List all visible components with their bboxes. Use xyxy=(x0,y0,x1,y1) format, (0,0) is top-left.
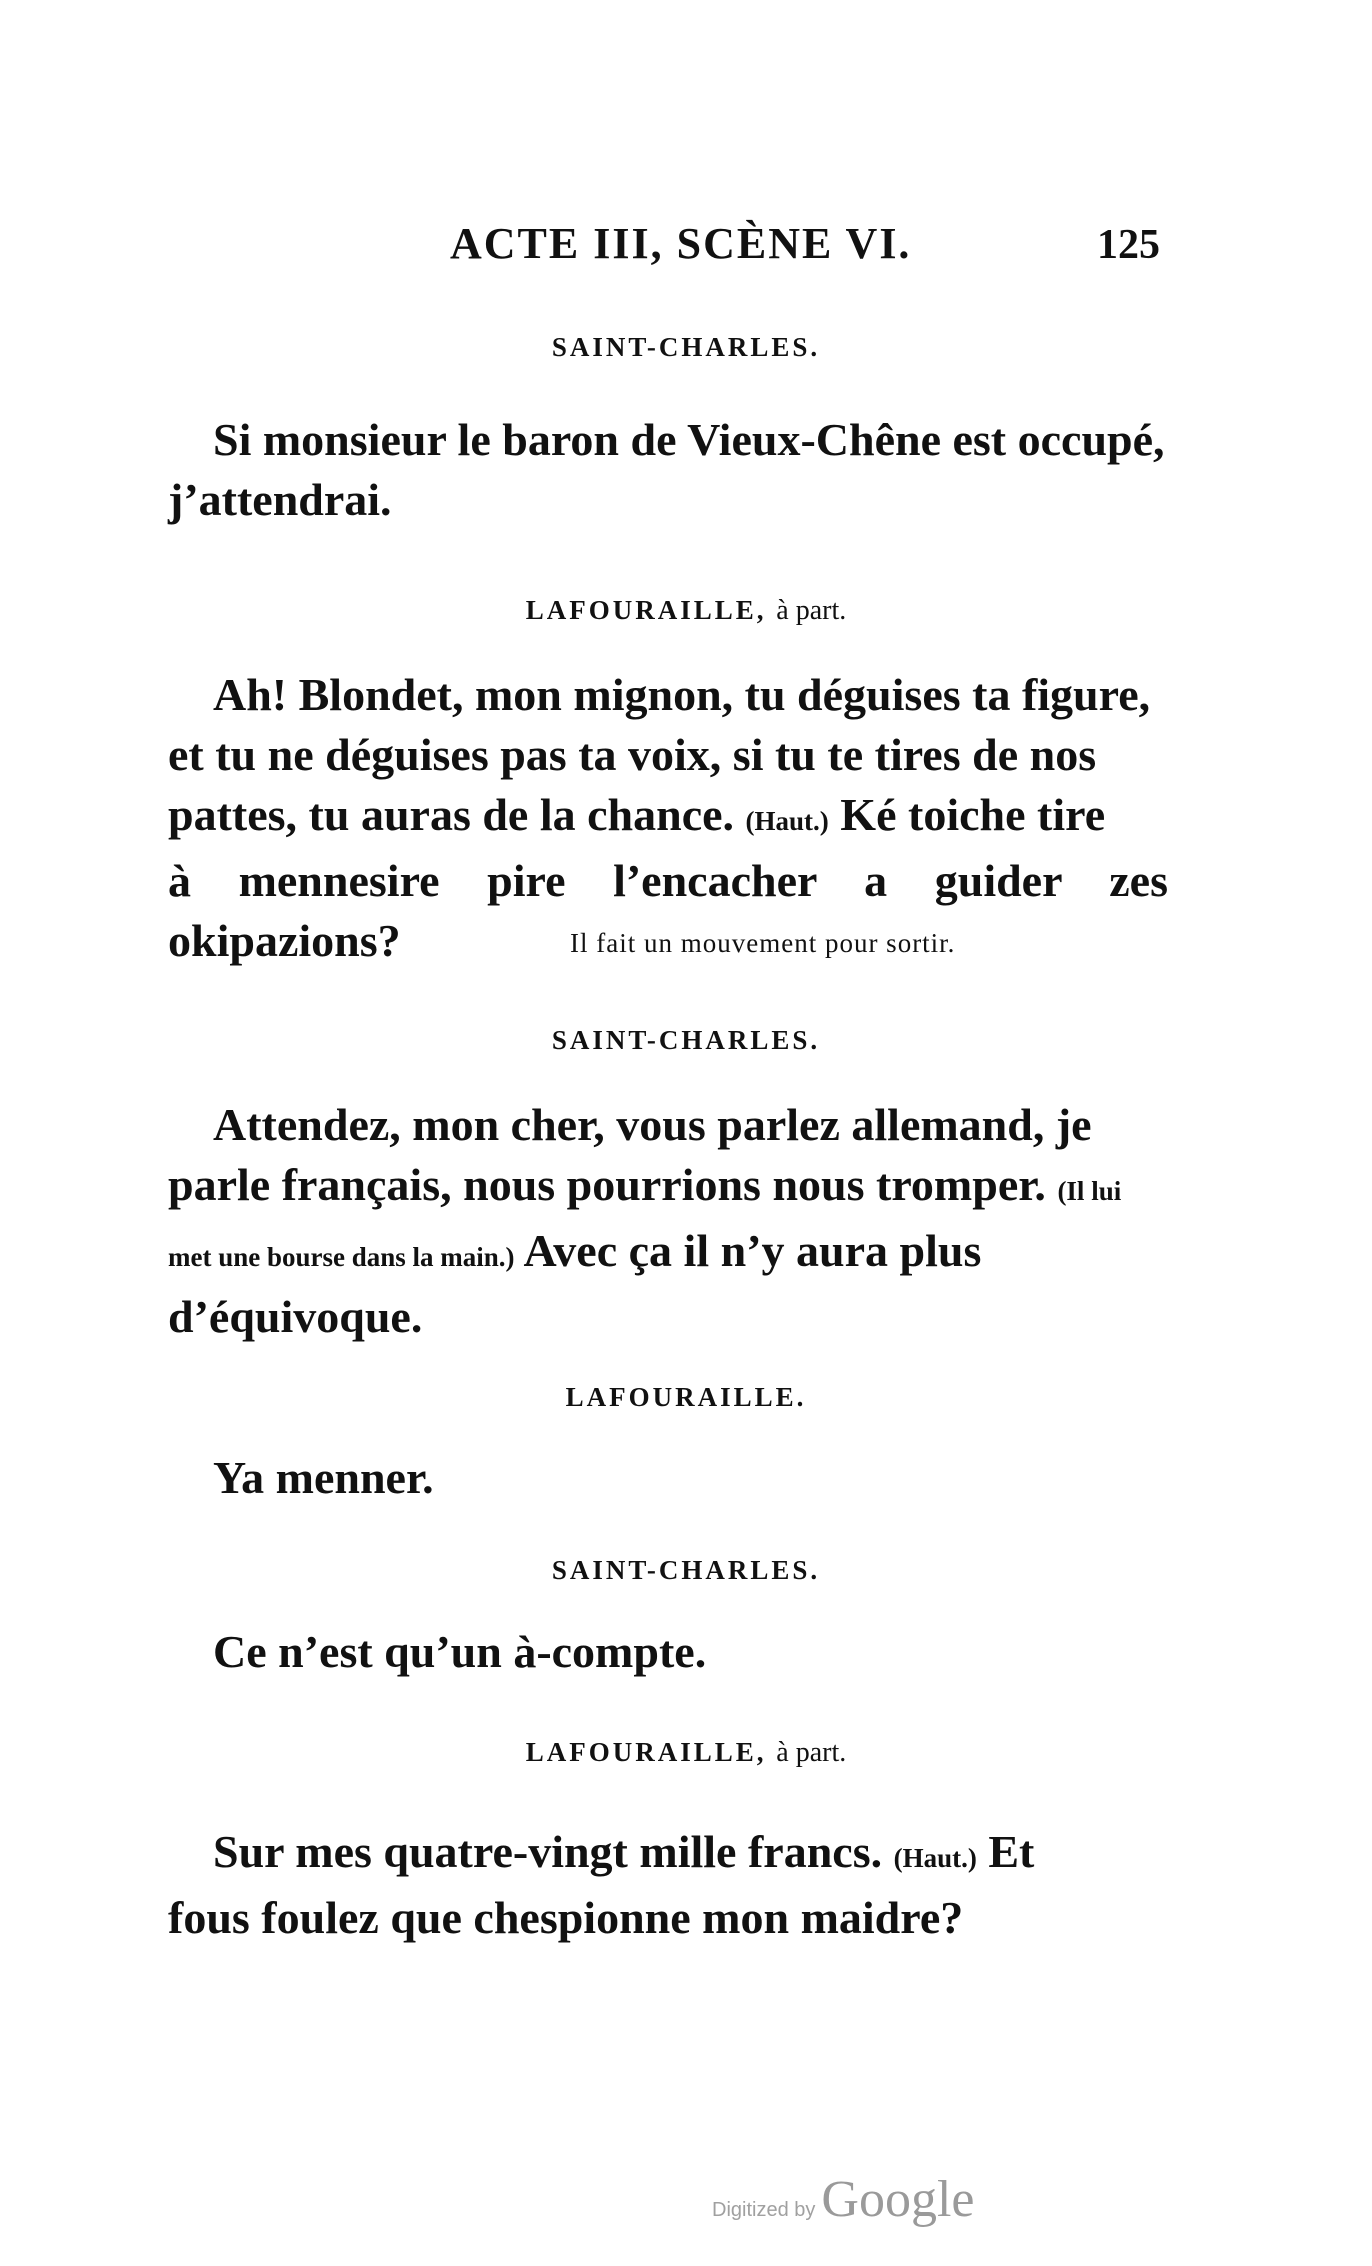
speech-line: pattes, tu auras de la chance. (Haut.) Ké toiche tire xyxy=(168,789,1106,840)
speaker-saint-charles-2: SAINT-CHARLES. xyxy=(551,1025,821,1055)
digitized-by-label: Digitized by xyxy=(712,2199,816,2221)
speech-block-4 xyxy=(168,1448,1168,1508)
speech-block-2 xyxy=(168,665,1168,971)
speech-block-5 xyxy=(168,1622,1168,1682)
page-number: 125 xyxy=(1097,222,1160,268)
speech-line: à mennesire pire l’encacher a guider zes okipazions? xyxy=(168,855,1168,966)
digitized-watermark xyxy=(712,2170,974,2229)
speech-block-6 xyxy=(168,1822,1168,1948)
stage-note-inline: (Haut.) xyxy=(893,1843,977,1873)
speaker-saint-charles-1: SAINT-CHARLES. xyxy=(551,332,821,362)
running-title: ACTE III, SCÈNE VI. xyxy=(450,219,912,268)
speaker-aside: à part. xyxy=(776,1737,847,1768)
google-logo: Google xyxy=(821,2171,975,2228)
speech-line: Attendez, mon cher, vous parlez allemand, je xyxy=(213,1099,1092,1150)
speaker-lafouraille-aside-2 xyxy=(0,1737,1372,1769)
speaker-name: LAFOURAILLE, xyxy=(525,1737,767,1767)
speaker-lafouraille-aside-1 xyxy=(0,595,1372,627)
speech-block-3 xyxy=(168,1095,1168,1347)
speech-line: j’attendrai. xyxy=(168,474,392,525)
speech-line: Sur mes quatre-vingt mille francs. (Haut.) Et xyxy=(213,1826,1035,1877)
speaker-name: LAFOURAILLE, xyxy=(525,595,767,625)
stage-note-inline: met une bourse dans la main.) xyxy=(168,1242,515,1272)
speech-line: et tu ne déguises pas ta voix, si tu te tires de nos xyxy=(168,729,1097,780)
speech-line: Si monsieur le baron de Vieux-Chêne est occupé, xyxy=(213,414,1165,465)
speech-line: Ce n’est qu’un à-compte. xyxy=(213,1626,707,1677)
speech-line: d’équivoque. xyxy=(168,1291,423,1342)
speech-line: met une bourse dans la main.) Avec ça il n’y aura plus xyxy=(168,1225,982,1276)
stage-note-inline: (Haut.) xyxy=(745,806,829,836)
speech-line: fous foulez que chespionne mon maidre? xyxy=(168,1892,964,1943)
speech-line: Ah! Blondet, mon mignon, tu déguises ta figure, xyxy=(213,669,1151,720)
speaker-lafouraille-1: LAFOURAILLE. xyxy=(565,1382,807,1412)
stage-direction: Il fait un mouvement pour sortir. xyxy=(570,928,956,958)
speaker-saint-charles-3: SAINT-CHARLES. xyxy=(551,1555,821,1585)
stage-note-inline: (Il lui xyxy=(1057,1176,1122,1206)
page-header xyxy=(450,218,1160,278)
speech-line: parle français, nous pourrions nous tromper. (Il lui xyxy=(168,1159,1122,1210)
speaker-aside: à part. xyxy=(776,595,847,626)
speech-line: Ya menner. xyxy=(213,1452,434,1503)
speech-block-1 xyxy=(168,410,1168,530)
